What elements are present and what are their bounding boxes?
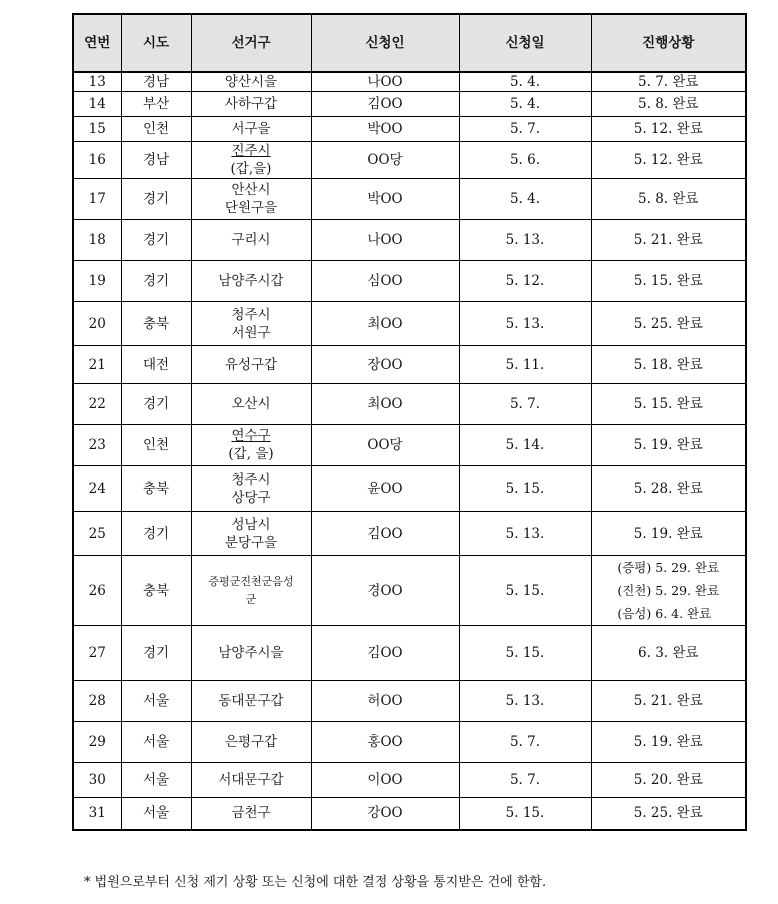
cell-district <box>191 763 311 798</box>
cell-region: 경기 <box>121 220 191 261</box>
cell-region: 경기 <box>121 626 191 681</box>
status-line: 5. 21. 완료 <box>633 693 703 709</box>
cell-no: 30 <box>73 763 121 798</box>
district-line: (갑, 을) <box>228 446 274 462</box>
cell-region: 부산 <box>121 92 191 117</box>
cell-status <box>591 466 746 512</box>
application-table <box>72 13 747 831</box>
table-row <box>73 142 746 179</box>
status-line: 5. 7. 완료 <box>638 74 699 90</box>
cell-no: 13 <box>73 72 121 92</box>
cell-applicant: OO당 <box>311 142 459 179</box>
cell-no: 17 <box>73 179 121 220</box>
cell-date: 5. 11. <box>459 346 591 384</box>
cell-status <box>591 626 746 681</box>
cell-region: 경기 <box>121 384 191 425</box>
district-line: 은평구갑 <box>224 734 278 750</box>
cell-applicant: 김OO <box>311 626 459 681</box>
cell-applicant: 허OO <box>311 681 459 722</box>
district-line: 진주시 <box>231 143 271 159</box>
cell-status <box>591 220 746 261</box>
cell-region: 경기 <box>121 261 191 302</box>
district-line: 연수구 <box>231 428 271 444</box>
district-line: 양산시을 <box>224 74 278 90</box>
cell-applicant: 김OO <box>311 92 459 117</box>
cell-applicant: 박OO <box>311 179 459 220</box>
cell-status <box>591 117 746 142</box>
cell-applicant: 이OO <box>311 763 459 798</box>
status-line: 5. 15. 완료 <box>633 396 703 412</box>
cell-region: 경기 <box>121 179 191 220</box>
district-line: 분당구을 <box>224 534 278 551</box>
cell-district <box>191 425 311 466</box>
district-line: 서대문구갑 <box>218 772 284 788</box>
table-row <box>73 722 746 763</box>
status-line: 5. 8. 완료 <box>638 191 699 207</box>
status-line: 5. 12. 완료 <box>633 121 703 137</box>
district-line: 청주시 <box>231 306 271 323</box>
table-row <box>73 425 746 466</box>
status-line: 5. 21. 완료 <box>633 232 703 248</box>
cell-date: 5. 7. <box>459 763 591 798</box>
cell-status <box>591 72 746 92</box>
district-line: 군 <box>245 592 257 606</box>
table-row <box>73 626 746 681</box>
cell-region: 서울 <box>121 722 191 763</box>
status-line: 5. 19. 완료 <box>633 734 703 750</box>
col-header-district: 선거구 <box>191 14 311 72</box>
status-line: 5. 25. 완료 <box>633 805 703 822</box>
cell-status <box>591 179 746 220</box>
cell-no: 22 <box>73 384 121 425</box>
cell-district <box>191 556 311 626</box>
cell-applicant: 나OO <box>311 72 459 92</box>
cell-date: 5. 15. <box>459 626 591 681</box>
cell-date: 5. 4. <box>459 92 591 117</box>
district-line: 남양주시갑 <box>218 273 284 289</box>
table-row <box>73 179 746 220</box>
cell-district <box>191 626 311 681</box>
cell-district <box>191 346 311 384</box>
table-row <box>73 681 746 722</box>
cell-status <box>591 681 746 722</box>
cell-date: 5. 13. <box>459 512 591 556</box>
district-line: 유성구갑 <box>224 356 278 373</box>
cell-status <box>591 556 746 626</box>
district-line: 청주시 <box>231 471 271 488</box>
cell-region: 충북 <box>121 556 191 626</box>
cell-date: 5. 15. <box>459 798 591 830</box>
status-line: 5. 12. 완료 <box>633 152 703 168</box>
cell-no: 27 <box>73 626 121 681</box>
cell-applicant: 나OO <box>311 220 459 261</box>
cell-region: 서울 <box>121 681 191 722</box>
district-line: 증평군진천군음성 <box>208 574 294 588</box>
status-line: (증평) 5. 29. 완료 <box>617 560 720 575</box>
district-line: 단원구을 <box>224 200 278 216</box>
district-line: 구리시 <box>231 232 271 248</box>
status-line: (음성) 6. 4. 완료 <box>617 606 712 621</box>
cell-date: 5. 12. <box>459 261 591 302</box>
status-line: 5. 8. 완료 <box>638 96 699 112</box>
cell-no: 16 <box>73 142 121 179</box>
cell-status <box>591 798 746 830</box>
cell-region: 인천 <box>121 425 191 466</box>
district-line: 서구을 <box>231 121 271 137</box>
cell-date: 5. 7. <box>459 722 591 763</box>
col-header-status: 진행상황 <box>591 14 746 72</box>
district-line: 안산시 <box>231 182 271 198</box>
cell-no: 18 <box>73 220 121 261</box>
table-row <box>73 556 746 626</box>
status-line: 5. 15. 완료 <box>633 273 703 289</box>
cell-region: 서울 <box>121 798 191 830</box>
cell-no: 28 <box>73 681 121 722</box>
cell-no: 24 <box>73 466 121 512</box>
table-row <box>73 346 746 384</box>
cell-district <box>191 92 311 117</box>
cell-date: 5. 13. <box>459 681 591 722</box>
cell-district <box>191 466 311 512</box>
cell-status <box>591 512 746 556</box>
cell-no: 21 <box>73 346 121 384</box>
cell-no: 23 <box>73 425 121 466</box>
table-header-row <box>73 14 746 72</box>
cell-district <box>191 512 311 556</box>
cell-date: 5. 6. <box>459 142 591 179</box>
cell-region: 충북 <box>121 302 191 346</box>
table-row <box>73 92 746 117</box>
status-line: 5. 28. 완료 <box>633 480 703 497</box>
col-header-date: 신청일 <box>459 14 591 72</box>
cell-status <box>591 384 746 425</box>
cell-applicant: 장OO <box>311 346 459 384</box>
cell-district <box>191 179 311 220</box>
cell-status <box>591 722 746 763</box>
cell-applicant: OO당 <box>311 425 459 466</box>
cell-date: 5. 7. <box>459 384 591 425</box>
cell-no: 31 <box>73 798 121 830</box>
cell-status <box>591 142 746 179</box>
district-line: 남양주시을 <box>218 645 284 661</box>
table-body <box>73 72 746 830</box>
status-line: 6. 3. 완료 <box>638 645 699 661</box>
col-header-no: 연번 <box>73 14 121 72</box>
district-line: 동대문구갑 <box>218 693 284 709</box>
district-line: 오산시 <box>231 396 271 412</box>
cell-region: 경남 <box>121 142 191 179</box>
cell-district <box>191 384 311 425</box>
status-line: 5. 18. 완료 <box>633 356 703 373</box>
status-line: (진천) 5. 29. 완료 <box>617 583 720 598</box>
table-row <box>73 261 746 302</box>
col-header-region: 시도 <box>121 14 191 72</box>
table-row <box>73 72 746 92</box>
cell-region: 충북 <box>121 466 191 512</box>
cell-district <box>191 261 311 302</box>
cell-district <box>191 681 311 722</box>
cell-region: 서울 <box>121 763 191 798</box>
cell-applicant: 김OO <box>311 512 459 556</box>
cell-applicant: 경OO <box>311 556 459 626</box>
status-line: 5. 20. 완료 <box>633 772 703 788</box>
cell-applicant: 최OO <box>311 384 459 425</box>
cell-region: 인천 <box>121 117 191 142</box>
cell-region: 경남 <box>121 72 191 92</box>
table-row <box>73 302 746 346</box>
cell-status <box>591 261 746 302</box>
cell-region: 대전 <box>121 346 191 384</box>
cell-applicant: 심OO <box>311 261 459 302</box>
cell-date: 5. 7. <box>459 117 591 142</box>
footnote: * 법원으로부터 신청 제기 상황 또는 신청에 대한 결정 상황을 통지받은 건에 한함. <box>84 875 547 890</box>
cell-date: 5. 13. <box>459 220 591 261</box>
status-multi <box>617 556 719 625</box>
cell-date: 5. 13. <box>459 302 591 346</box>
cell-status <box>591 92 746 117</box>
cell-status <box>591 763 746 798</box>
table-row <box>73 117 746 142</box>
cell-status <box>591 425 746 466</box>
cell-applicant: 최OO <box>311 302 459 346</box>
cell-no: 29 <box>73 722 121 763</box>
district-line: 성남시 <box>231 516 271 533</box>
district-line: 상당구 <box>231 489 271 506</box>
cell-applicant: 윤OO <box>311 466 459 512</box>
table-row <box>73 220 746 261</box>
cell-status <box>591 302 746 346</box>
cell-applicant: 박OO <box>311 117 459 142</box>
cell-date: 5. 15. <box>459 556 591 626</box>
cell-applicant: 홍OO <box>311 722 459 763</box>
cell-no: 15 <box>73 117 121 142</box>
status-line: 5. 19. 완료 <box>633 437 703 453</box>
cell-region: 경기 <box>121 512 191 556</box>
cell-date: 5. 4. <box>459 179 591 220</box>
table-row <box>73 466 746 512</box>
cell-no: 20 <box>73 302 121 346</box>
cell-date: 5. 15. <box>459 466 591 512</box>
cell-district <box>191 798 311 830</box>
cell-date: 5. 4. <box>459 72 591 92</box>
district-line: 서원구 <box>231 324 271 341</box>
cell-status <box>591 346 746 384</box>
district-line: 사하구갑 <box>224 96 278 112</box>
table-row <box>73 384 746 425</box>
cell-district <box>191 117 311 142</box>
district-line: (갑,을) <box>230 161 272 177</box>
cell-no: 19 <box>73 261 121 302</box>
cell-district <box>191 302 311 346</box>
status-line: 5. 19. 완료 <box>633 525 703 542</box>
cell-no: 14 <box>73 92 121 117</box>
table-row <box>73 763 746 798</box>
cell-district <box>191 220 311 261</box>
cell-district <box>191 722 311 763</box>
district-line: 금천구 <box>231 805 271 822</box>
col-header-applicant: 신청인 <box>311 14 459 72</box>
status-line: 5. 25. 완료 <box>633 315 703 332</box>
cell-no: 26 <box>73 556 121 626</box>
cell-date: 5. 14. <box>459 425 591 466</box>
cell-district <box>191 72 311 92</box>
table-row <box>73 798 746 830</box>
cell-applicant: 강OO <box>311 798 459 830</box>
cell-no: 25 <box>73 512 121 556</box>
cell-district <box>191 142 311 179</box>
table-row <box>73 512 746 556</box>
